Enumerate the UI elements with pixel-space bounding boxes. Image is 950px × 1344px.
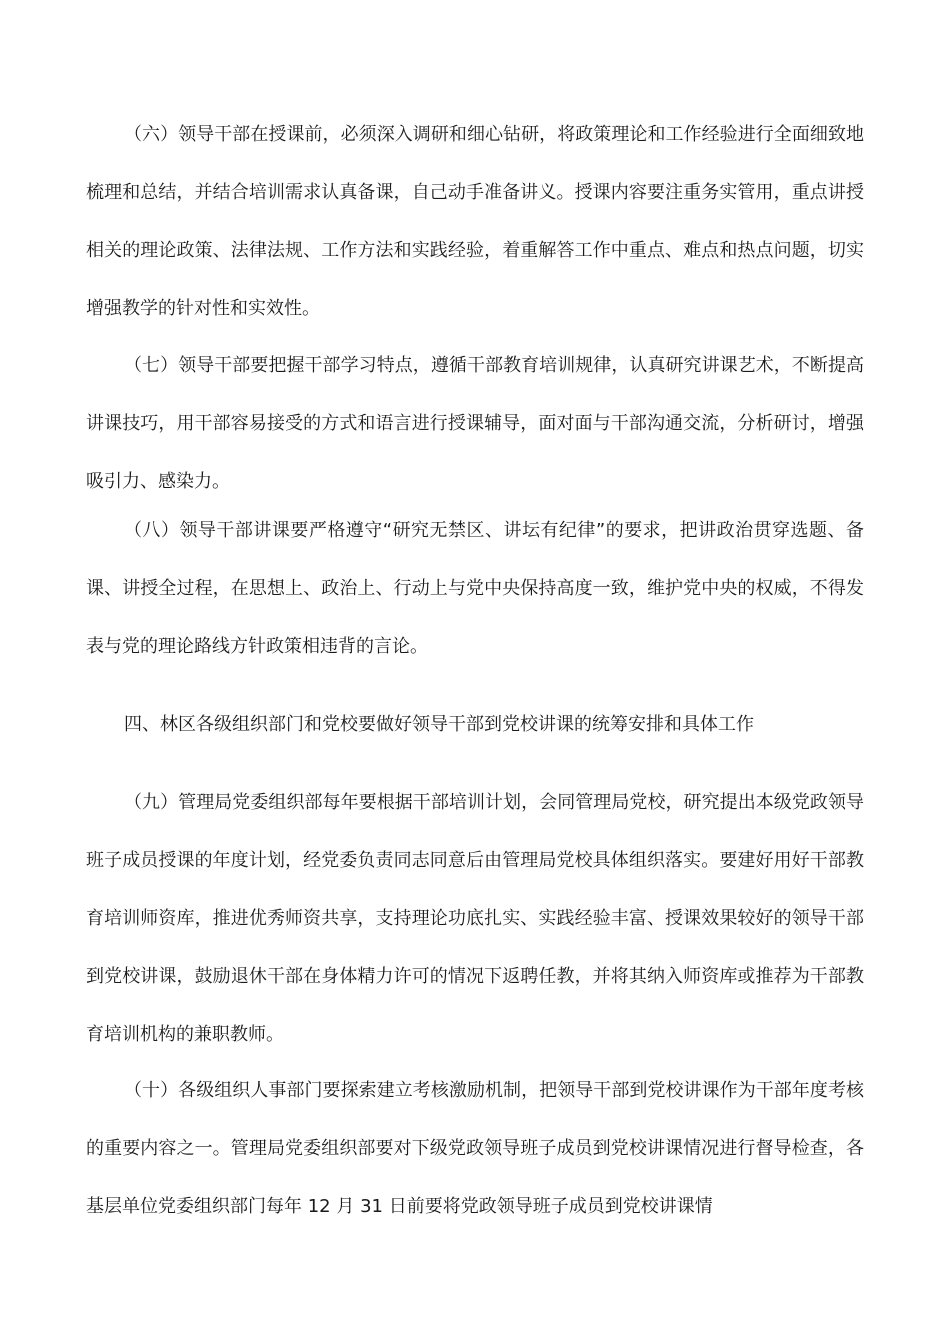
paragraph-7: （七）领导干部要把握干部学习特点，遵循干部教育培训规律，认真研究讲课艺术，不断提高讲课技巧，用干部容易接受的方式和语言进行授课辅导，面对面与干部沟通交流，分析研讨，增强吸引力、感染力。: [86, 355, 864, 492]
paragraph-6: （六）领导干部在授课前，必须深入调研和细心钻研，将政策理论和工作经验进行全面细致地梳理和总结，并结合培训需求认真备课，自己动手准备讲义。授课内容要注重务实管用，重点讲授相关的理论政策、法律法规、工作方法和实践经验，着重解答工作中重点、难点和热点问题，切实增强教学的针对性和实效性。: [86, 124, 864, 319]
paragraph-9: （九）管理局党委组织部每年要根据干部培训计划，会同管理局党校，研究提出本级党政领导班子成员授课的年度计划，经党委负责同志同意后由管理局党校具体组织落实。要建好用好干部教育培训师资库，推进优秀师资共享，支持理论功底扎实、实践经验丰富、授课效果较好的领导干部到党校讲课，鼓励退休干部在身体精力许可的情况下返聘任教，并将其纳入师资库或推荐为干部教育培训机构的兼职教师。: [86, 792, 864, 1045]
paragraph-10: （十）各级组织人事部门要探索建立考核激励机制，把领导干部到党校讲课作为干部年度考核的重要内容之一。管理局党委组织部要对下级党政领导班子成员到党校讲课情况进行督导检查，各基层单位党委组织部门每年 12 月 31 日前要将党政领导班子成员到党校讲课情: [86, 1080, 864, 1217]
section-heading: 四、林区各级组织部门和党校要做好领导干部到党校讲课的统筹安排和具体工作: [124, 714, 754, 735]
paragraph-8: （八）领导干部讲课要严格遵守“研究无禁区、讲坛有纪律”的要求，把讲政治贯穿选题、备课、讲授全过程，在思想上、政治上、行动上与党中央保持高度一致，维护党中央的权威，不得发表与党的理论路线方针政策相违背的言论。: [86, 520, 864, 657]
